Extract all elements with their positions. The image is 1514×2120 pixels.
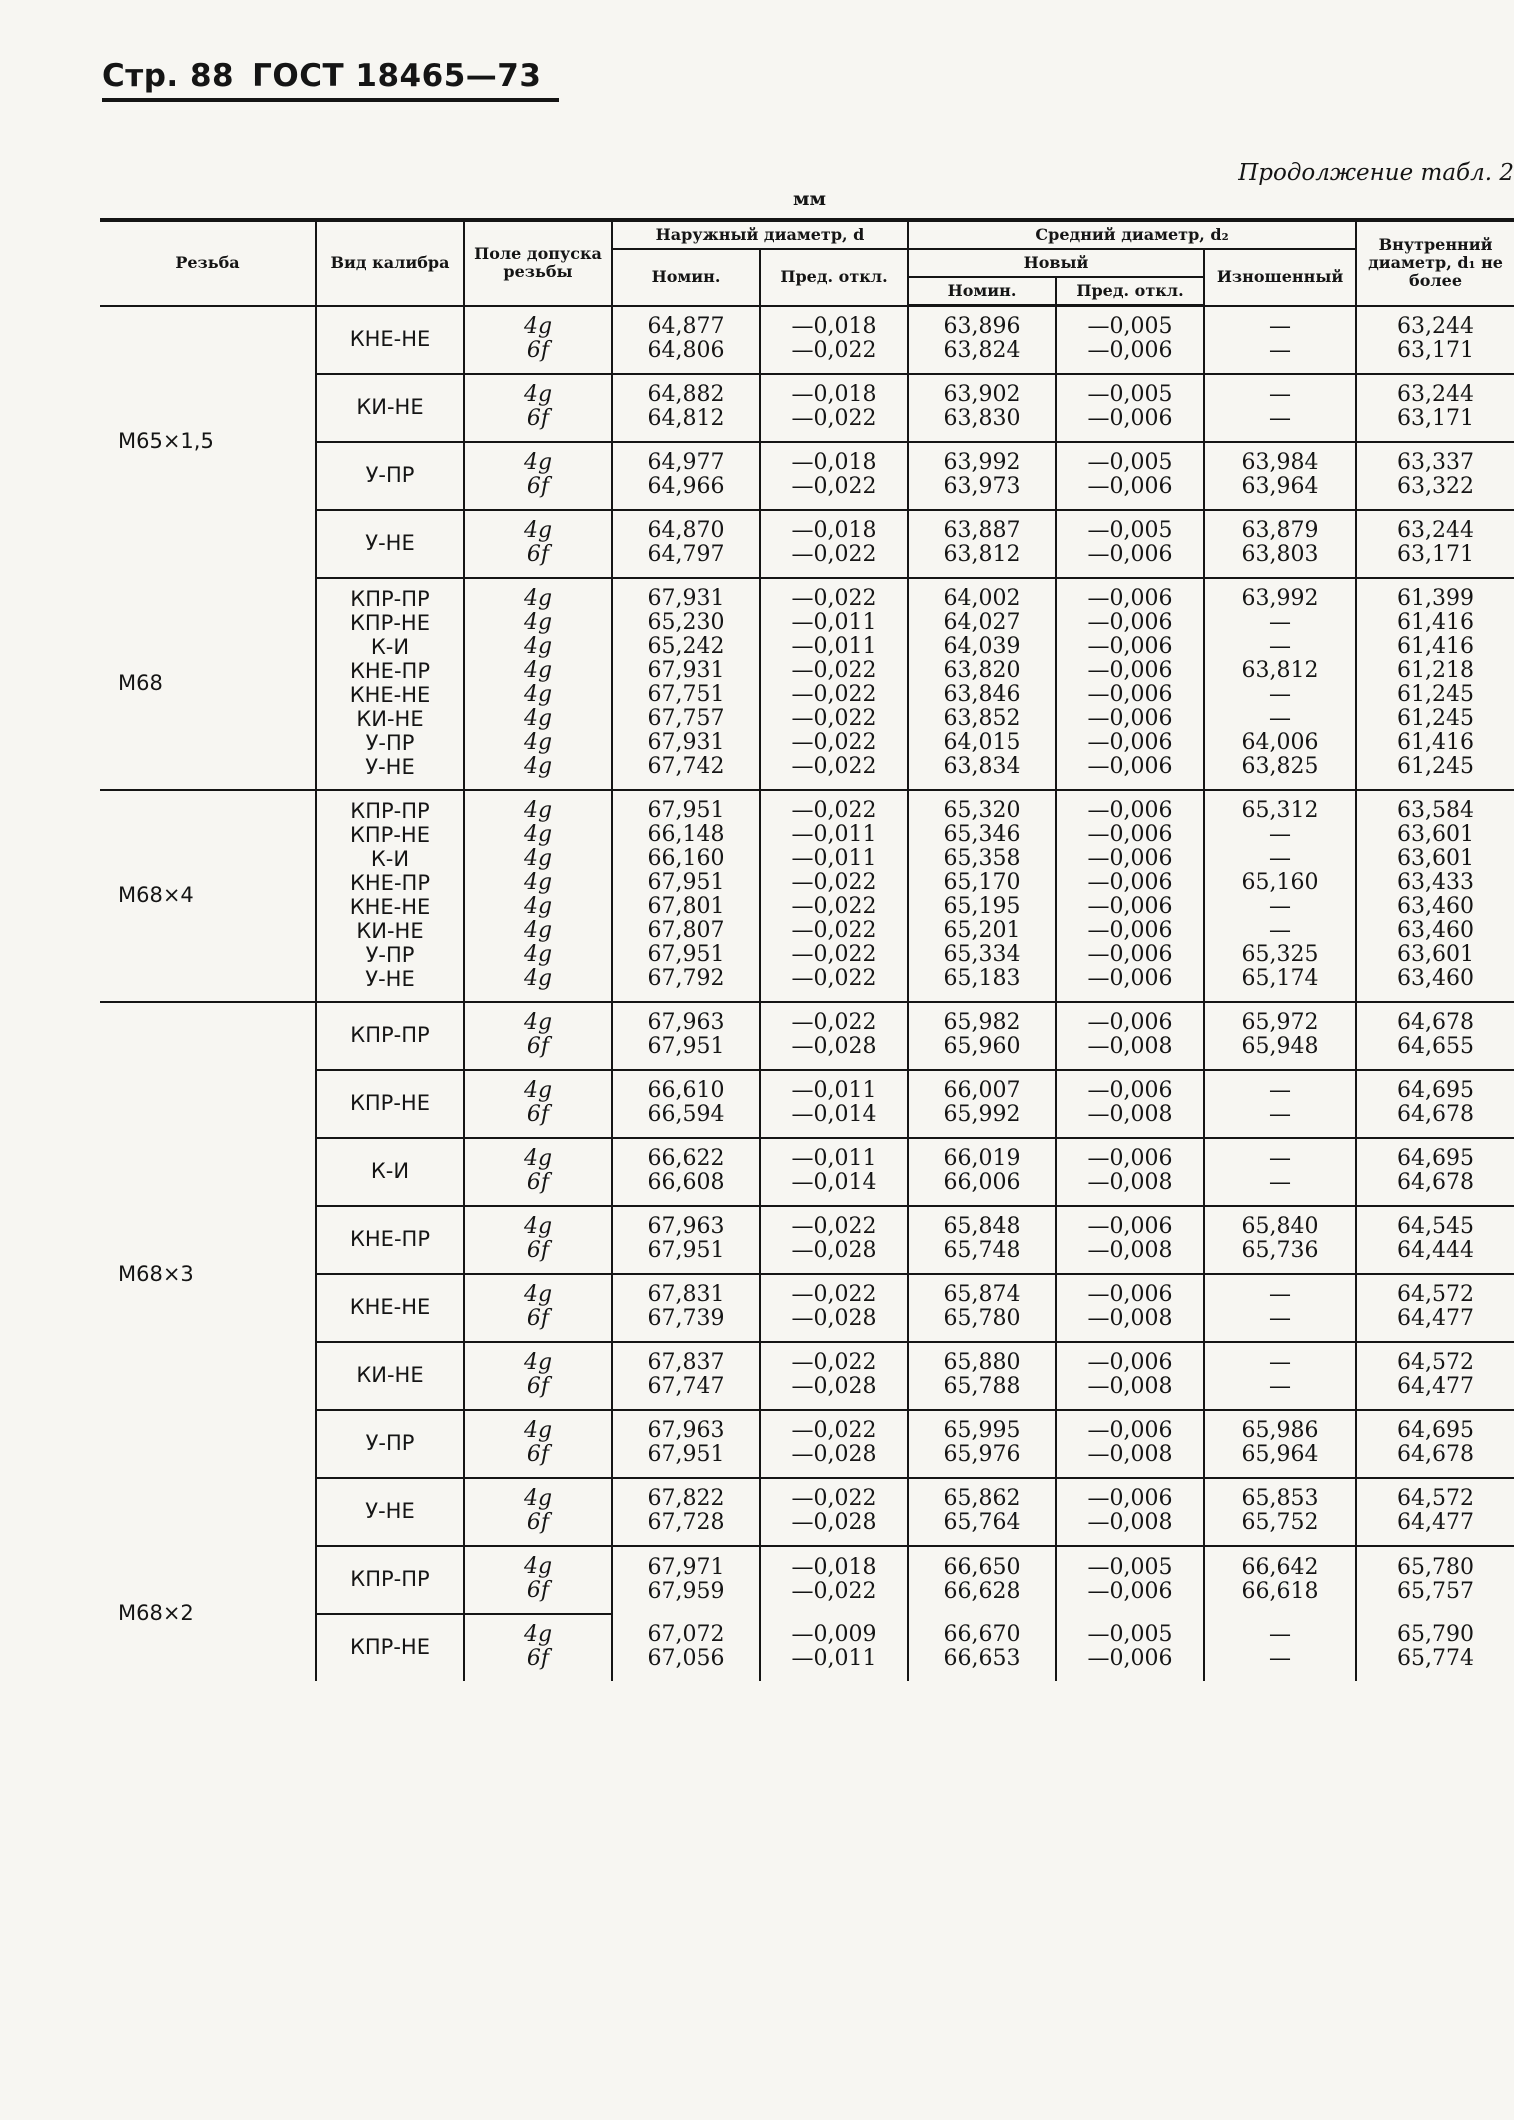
- header-mean-nominal: Номин.: [908, 277, 1056, 306]
- mean-deviation-cell: —0,006 —0,008: [1056, 1002, 1204, 1070]
- worn-cell: — —: [1204, 1138, 1356, 1206]
- page-header: [102, 58, 559, 102]
- worn-cell: — —: [1204, 306, 1356, 375]
- outer-nominal-cell: 67,837 67,747: [612, 1342, 760, 1410]
- outer-deviation-cell: —0,011 —0,014: [760, 1138, 908, 1206]
- mean-deviation-cell: —0,006 —0,008: [1056, 1274, 1204, 1342]
- outer-nominal-cell: 64,977 64,966: [612, 442, 760, 510]
- header-gauge-type: Вид калибра: [316, 220, 464, 306]
- thread-cell: М68: [100, 578, 316, 790]
- inner-diameter-cell: 64,678 64,655: [1356, 1002, 1514, 1070]
- worn-cell: — —: [1204, 1274, 1356, 1342]
- worn-cell: 65,972 65,948: [1204, 1002, 1356, 1070]
- outer-deviation-cell: —0,018 —0,022: [760, 510, 908, 578]
- gauge-type-cell: К-И: [316, 1138, 464, 1206]
- tolerance-cell: 4g 6f: [464, 442, 612, 510]
- gauge-type-cell: У-ПР: [316, 1410, 464, 1478]
- outer-nominal-cell: 67,822 67,728: [612, 1478, 760, 1546]
- tolerance-cell: 4g 6f: [464, 510, 612, 578]
- thread-cell: М68×2: [118, 1600, 194, 1625]
- mean-deviation-cell: —0,006 —0,008: [1056, 1410, 1204, 1478]
- worn-cell: — —: [1204, 374, 1356, 442]
- mean-deviation-cell: —0,005 —0,006: [1056, 374, 1204, 442]
- gauge-type-cell: КНЕ-НЕ: [316, 306, 464, 375]
- outer-deviation-cell: —0,022 —0,011 —0,011 —0,022 —0,022 —0,022 —0,022 —0,022: [760, 578, 908, 790]
- outer-deviation-cell: —0,022 —0,028: [760, 1478, 908, 1546]
- outer-deviation-cell: —0,022 —0,028: [760, 1410, 908, 1478]
- header-worn: Изношенный: [1204, 249, 1356, 306]
- worn-cell: 65,840 65,736: [1204, 1206, 1356, 1274]
- inner-diameter-cell: 64,695 64,678: [1356, 1138, 1514, 1206]
- inner-diameter-cell: 65,790 65,774: [1356, 1614, 1514, 1681]
- mean-deviation-cell: —0,006 —0,006 —0,006 —0,006 —0,006 —0,006 —0,006 —0,006: [1056, 578, 1204, 790]
- tolerance-cell: 4g 6f: [464, 1274, 612, 1342]
- outer-nominal-cell: 67,931 65,230 65,242 67,931 67,751 67,757 67,931 67,742: [612, 578, 760, 790]
- gauge-type-cell: У-НЕ: [316, 510, 464, 578]
- mean-nominal-cell: 65,874 65,780: [908, 1274, 1056, 1342]
- mean-deviation-cell: —0,005 —0,006: [1056, 510, 1204, 578]
- outer-deviation-cell: —0,022 —0,028: [760, 1342, 908, 1410]
- tolerance-cell: 4g 6f: [464, 1614, 612, 1681]
- thread-gauge-table: [100, 218, 1514, 1681]
- mean-deviation-cell: —0,006 —0,008: [1056, 1478, 1204, 1546]
- header-outer-diameter: Наружный диаметр, d: [612, 220, 908, 249]
- inner-diameter-cell: 63,244 63,171: [1356, 306, 1514, 375]
- worn-cell: 63,992 — — 63,812 — — 64,006 63,825: [1204, 578, 1356, 790]
- worn-cell: 65,986 65,964: [1204, 1410, 1356, 1478]
- table-row: [100, 1546, 1514, 1614]
- units-label: мм: [793, 188, 827, 210]
- inner-diameter-cell: 63,337 63,322: [1356, 442, 1514, 510]
- outer-deviation-cell: —0,018 —0,022: [760, 1546, 908, 1614]
- header-mean-diameter: Средний диаметр, d₂: [908, 220, 1356, 249]
- table-row: [100, 578, 1514, 790]
- worn-cell: 65,853 65,752: [1204, 1478, 1356, 1546]
- outer-nominal-cell: 67,951 66,148 66,160 67,951 67,801 67,807 67,951 67,792: [612, 790, 760, 1002]
- inner-diameter-cell: 63,584 63,601 63,601 63,433 63,460 63,460 63,601 63,460: [1356, 790, 1514, 1002]
- mean-deviation-cell: —0,005 —0,006: [1056, 1614, 1204, 1681]
- outer-nominal-cell: 67,971 67,959: [612, 1546, 760, 1614]
- mean-deviation-cell: —0,005 —0,006: [1056, 306, 1204, 375]
- gauge-type-cell: КПР-ПР КПР-НЕ К-И КНЕ-ПР КНЕ-НЕ КИ-НЕ У-ПР У-НЕ: [316, 790, 464, 1002]
- gauge-type-cell: КИ-НЕ: [316, 374, 464, 442]
- outer-nominal-cell: 66,610 66,594: [612, 1070, 760, 1138]
- header-inner-diameter: Внутренний диаметр, d₁ не более: [1356, 220, 1514, 306]
- outer-deviation-cell: —0,018 —0,022: [760, 306, 908, 375]
- worn-cell: 65,312 — — 65,160 — — 65,325 65,174: [1204, 790, 1356, 1002]
- mean-deviation-cell: —0,005 —0,006: [1056, 1546, 1204, 1614]
- gauge-type-cell: У-НЕ: [316, 1478, 464, 1546]
- outer-deviation-cell: —0,009 —0,011: [760, 1614, 908, 1681]
- gauge-type-cell: КПР-ПР КПР-НЕ К-И КНЕ-ПР КНЕ-НЕ КИ-НЕ У-ПР У-НЕ: [316, 578, 464, 790]
- outer-nominal-cell: 67,963 67,951: [612, 1002, 760, 1070]
- outer-deviation-cell: —0,022 —0,028: [760, 1274, 908, 1342]
- gauge-type-cell: КНЕ-НЕ: [316, 1274, 464, 1342]
- table-continuation-note: Продолжение табл. 2: [1238, 160, 1514, 186]
- mean-nominal-cell: 63,902 63,830: [908, 374, 1056, 442]
- inner-diameter-cell: 63,244 63,171: [1356, 374, 1514, 442]
- standard-number: ГОСТ 18465—73: [252, 58, 542, 94]
- tolerance-cell: 4g 6f: [464, 1342, 612, 1410]
- outer-deviation-cell: —0,022 —0,028: [760, 1206, 908, 1274]
- outer-deviation-cell: —0,018 —0,022: [760, 374, 908, 442]
- header-mean-deviation: Пред. откл.: [1056, 277, 1204, 306]
- mean-nominal-cell: 65,848 65,748: [908, 1206, 1056, 1274]
- mean-nominal-cell: 63,887 63,812: [908, 510, 1056, 578]
- mean-nominal-cell: 65,995 65,976: [908, 1410, 1056, 1478]
- header-outer-deviation: Пред. откл.: [760, 249, 908, 306]
- mean-nominal-cell: 64,002 64,027 64,039 63,820 63,846 63,852 64,015 63,834: [908, 578, 1056, 790]
- mean-deviation-cell: —0,006 —0,008: [1056, 1070, 1204, 1138]
- table-row: [100, 1002, 1514, 1070]
- mean-deviation-cell: —0,006 —0,008: [1056, 1342, 1204, 1410]
- mean-nominal-cell: 66,019 66,006: [908, 1138, 1056, 1206]
- gauge-type-cell: КПР-НЕ: [316, 1070, 464, 1138]
- outer-deviation-cell: —0,022 —0,011 —0,011 —0,022 —0,022 —0,022 —0,022 —0,022: [760, 790, 908, 1002]
- gauge-type-cell: КПР-НЕ: [316, 1614, 464, 1681]
- inner-diameter-cell: 64,572 64,477: [1356, 1478, 1514, 1546]
- worn-cell: — —: [1204, 1070, 1356, 1138]
- mean-nominal-cell: 66,650 66,628: [908, 1546, 1056, 1614]
- gauge-type-cell: КПР-ПР: [316, 1002, 464, 1070]
- inner-diameter-cell: 64,695 64,678: [1356, 1410, 1514, 1478]
- inner-diameter-cell: 65,780 65,757: [1356, 1546, 1514, 1614]
- gauge-type-cell: У-ПР: [316, 442, 464, 510]
- outer-nominal-cell: 67,963 67,951: [612, 1410, 760, 1478]
- header-outer-nominal: Номин.: [612, 249, 760, 306]
- tolerance-cell: 4g 6f: [464, 1070, 612, 1138]
- inner-diameter-cell: 63,244 63,171: [1356, 510, 1514, 578]
- header-new: Новый: [908, 249, 1204, 277]
- outer-deviation-cell: —0,011 —0,014: [760, 1070, 908, 1138]
- inner-diameter-cell: 64,545 64,444: [1356, 1206, 1514, 1274]
- inner-diameter-cell: 61,399 61,416 61,416 61,218 61,245 61,245 61,416 61,245: [1356, 578, 1514, 790]
- inner-diameter-cell: 64,572 64,477: [1356, 1342, 1514, 1410]
- mean-nominal-cell: 63,992 63,973: [908, 442, 1056, 510]
- mean-nominal-cell: 65,862 65,764: [908, 1478, 1056, 1546]
- thread-cell: М65×1,5: [118, 429, 214, 454]
- gauge-type-cell: КПР-ПР: [316, 1546, 464, 1614]
- header-thread: Резьба: [100, 220, 316, 306]
- mean-deviation-cell: —0,006 —0,008: [1056, 1206, 1204, 1274]
- gauge-type-cell: КИ-НЕ: [316, 1342, 464, 1410]
- thread-cell: М68×3: [118, 1261, 194, 1286]
- mean-nominal-cell: 66,007 65,992: [908, 1070, 1056, 1138]
- worn-cell: 66,642 66,618: [1204, 1546, 1356, 1614]
- worn-cell: 63,984 63,964: [1204, 442, 1356, 510]
- mean-deviation-cell: —0,005 —0,006: [1056, 442, 1204, 510]
- outer-nominal-cell: 66,622 66,608: [612, 1138, 760, 1206]
- tolerance-cell: 4g 6f: [464, 374, 612, 442]
- worn-cell: 63,879 63,803: [1204, 510, 1356, 578]
- mean-nominal-cell: 66,670 66,653: [908, 1614, 1056, 1681]
- table-row: [100, 306, 1514, 375]
- inner-diameter-cell: 64,572 64,477: [1356, 1274, 1514, 1342]
- mean-nominal-cell: 63,896 63,824: [908, 306, 1056, 375]
- mean-deviation-cell: —0,006 —0,006 —0,006 —0,006 —0,006 —0,006 —0,006 —0,006: [1056, 790, 1204, 1002]
- outer-nominal-cell: 64,870 64,797: [612, 510, 760, 578]
- tolerance-cell: 4g 4g 4g 4g 4g 4g 4g 4g: [464, 578, 612, 790]
- mean-deviation-cell: —0,006 —0,008: [1056, 1138, 1204, 1206]
- page-number: Стр. 88: [102, 58, 235, 94]
- tolerance-cell: 4g 6f: [464, 1478, 612, 1546]
- worn-cell: — —: [1204, 1342, 1356, 1410]
- thread-cell: М68×4: [100, 790, 316, 1002]
- header-tolerance: Поле допуска резьбы: [464, 220, 612, 306]
- worn-cell: — —: [1204, 1614, 1356, 1681]
- tolerance-cell: 4g 6f: [464, 306, 612, 375]
- outer-nominal-cell: 64,882 64,812: [612, 374, 760, 442]
- outer-nominal-cell: 67,072 67,056: [612, 1614, 760, 1681]
- outer-nominal-cell: 67,963 67,951: [612, 1206, 760, 1274]
- table-row: [100, 790, 1514, 1002]
- mean-nominal-cell: 65,880 65,788: [908, 1342, 1056, 1410]
- gauge-type-cell: КНЕ-ПР: [316, 1206, 464, 1274]
- inner-diameter-cell: 64,695 64,678: [1356, 1070, 1514, 1138]
- tolerance-cell: 4g 6f: [464, 1410, 612, 1478]
- tolerance-cell: 4g 6f: [464, 1002, 612, 1070]
- tolerance-cell: 4g 6f: [464, 1546, 612, 1614]
- outer-nominal-cell: 64,877 64,806: [612, 306, 760, 375]
- outer-deviation-cell: —0,018 —0,022: [760, 442, 908, 510]
- outer-deviation-cell: —0,022 —0,028: [760, 1002, 908, 1070]
- mean-nominal-cell: 65,320 65,346 65,358 65,170 65,195 65,201 65,334 65,183: [908, 790, 1056, 1002]
- tolerance-cell: 4g 6f: [464, 1138, 612, 1206]
- outer-nominal-cell: 67,831 67,739: [612, 1274, 760, 1342]
- tolerance-cell: 4g 4g 4g 4g 4g 4g 4g 4g: [464, 790, 612, 1002]
- tolerance-cell: 4g 6f: [464, 1206, 612, 1274]
- mean-nominal-cell: 65,982 65,960: [908, 1002, 1056, 1070]
